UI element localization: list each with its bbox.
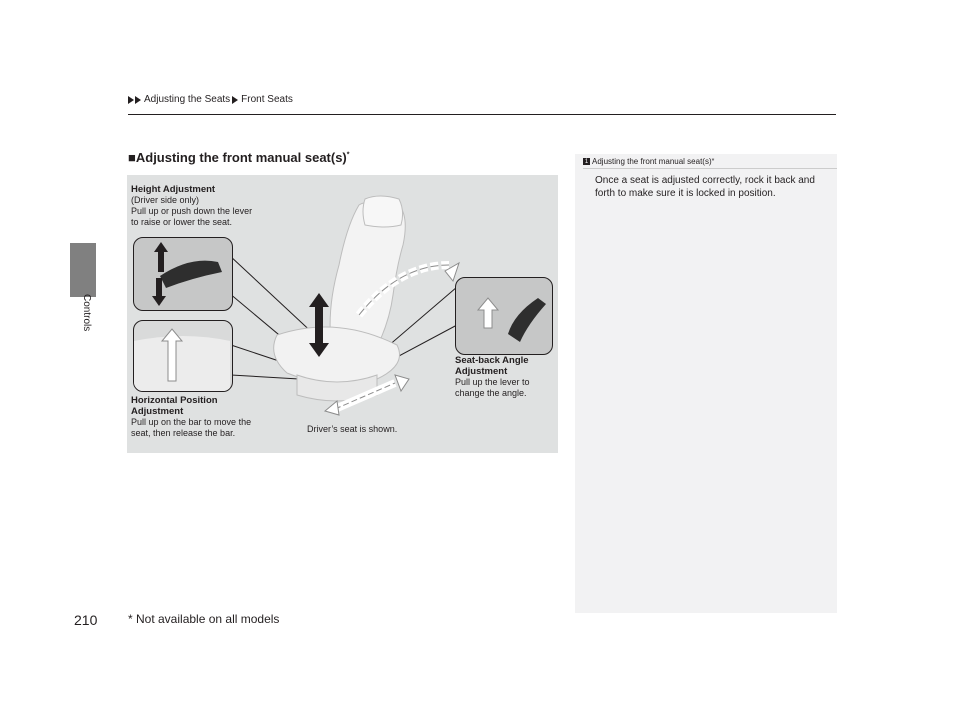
sidebar-note-title[interactable]: Adjusting the front manual seat(s) (592, 157, 712, 166)
horizontal-adjustment-title1: Horizontal Position (131, 395, 218, 406)
height-adjustment-line1: Pull up or push down the lever (131, 206, 253, 216)
height-adjustment-caption (131, 184, 252, 228)
arrow-icon (128, 96, 134, 104)
height-adjustment-line2: to raise or lower the seat. (131, 217, 233, 227)
seatback-adjustment-line1: Pull up the lever to (455, 377, 530, 387)
sidebar-note-header (583, 157, 714, 166)
horizontal-adjustment-line2: seat, then release the bar. (131, 428, 236, 438)
seatback-lever-drawing (456, 278, 552, 354)
horizontal-adjustment-line1: Pull up on the bar to move the (131, 417, 252, 427)
horizontal-bar-drawing (134, 321, 232, 391)
seat-shape (274, 196, 406, 401)
height-lever-drawing (134, 238, 232, 310)
side-tab-label: Controls (81, 294, 92, 332)
horizontal-adjustment-caption (131, 395, 251, 439)
sidebar-note-panel (575, 154, 837, 613)
height-lever-inset (133, 237, 233, 311)
page-number: 210 (74, 612, 98, 628)
footnote-marker: * (711, 158, 715, 165)
section-tab (70, 243, 96, 297)
height-adjustment-note: (Driver side only) (131, 195, 200, 205)
arrow-icon (232, 96, 238, 104)
breadcrumb (128, 94, 293, 105)
sidebar-note-body: Once a seat is adjusted correctly, rock it back and forth to make sure it is locked in position. (595, 175, 815, 199)
seatback-lever-inset (455, 277, 553, 355)
horizontal-adjustment-title2: Adjustment (131, 406, 184, 417)
seatback-adjustment-title2: Adjustment (455, 366, 508, 377)
seatback-adjustment-line2: change the angle. (455, 388, 527, 398)
section-title (128, 150, 350, 165)
breadcrumb-item[interactable]: Adjusting the Seats (144, 94, 231, 105)
seatback-adjustment-caption (455, 355, 530, 399)
seatback-adjustment-title1: Seat-back Angle (455, 355, 529, 366)
breadcrumb-item[interactable]: Front Seats (241, 94, 293, 105)
horizontal-bar-inset (133, 320, 233, 392)
section-title-text: Adjusting the front manual seat(s) (135, 150, 347, 165)
section-square-icon: ■ (128, 150, 136, 165)
reference-icon: 1 (584, 158, 589, 165)
footnote: * Not available on all models (128, 612, 280, 626)
height-adjustment-title: Height Adjustment (131, 184, 216, 195)
figure-caption: Driver’s seat is shown. (307, 424, 398, 434)
header-rule (128, 114, 836, 115)
seat-illustration (127, 175, 558, 453)
sidebar-note-divider (583, 168, 837, 169)
arrow-icon (135, 96, 141, 104)
footnote-marker: * (346, 151, 350, 159)
